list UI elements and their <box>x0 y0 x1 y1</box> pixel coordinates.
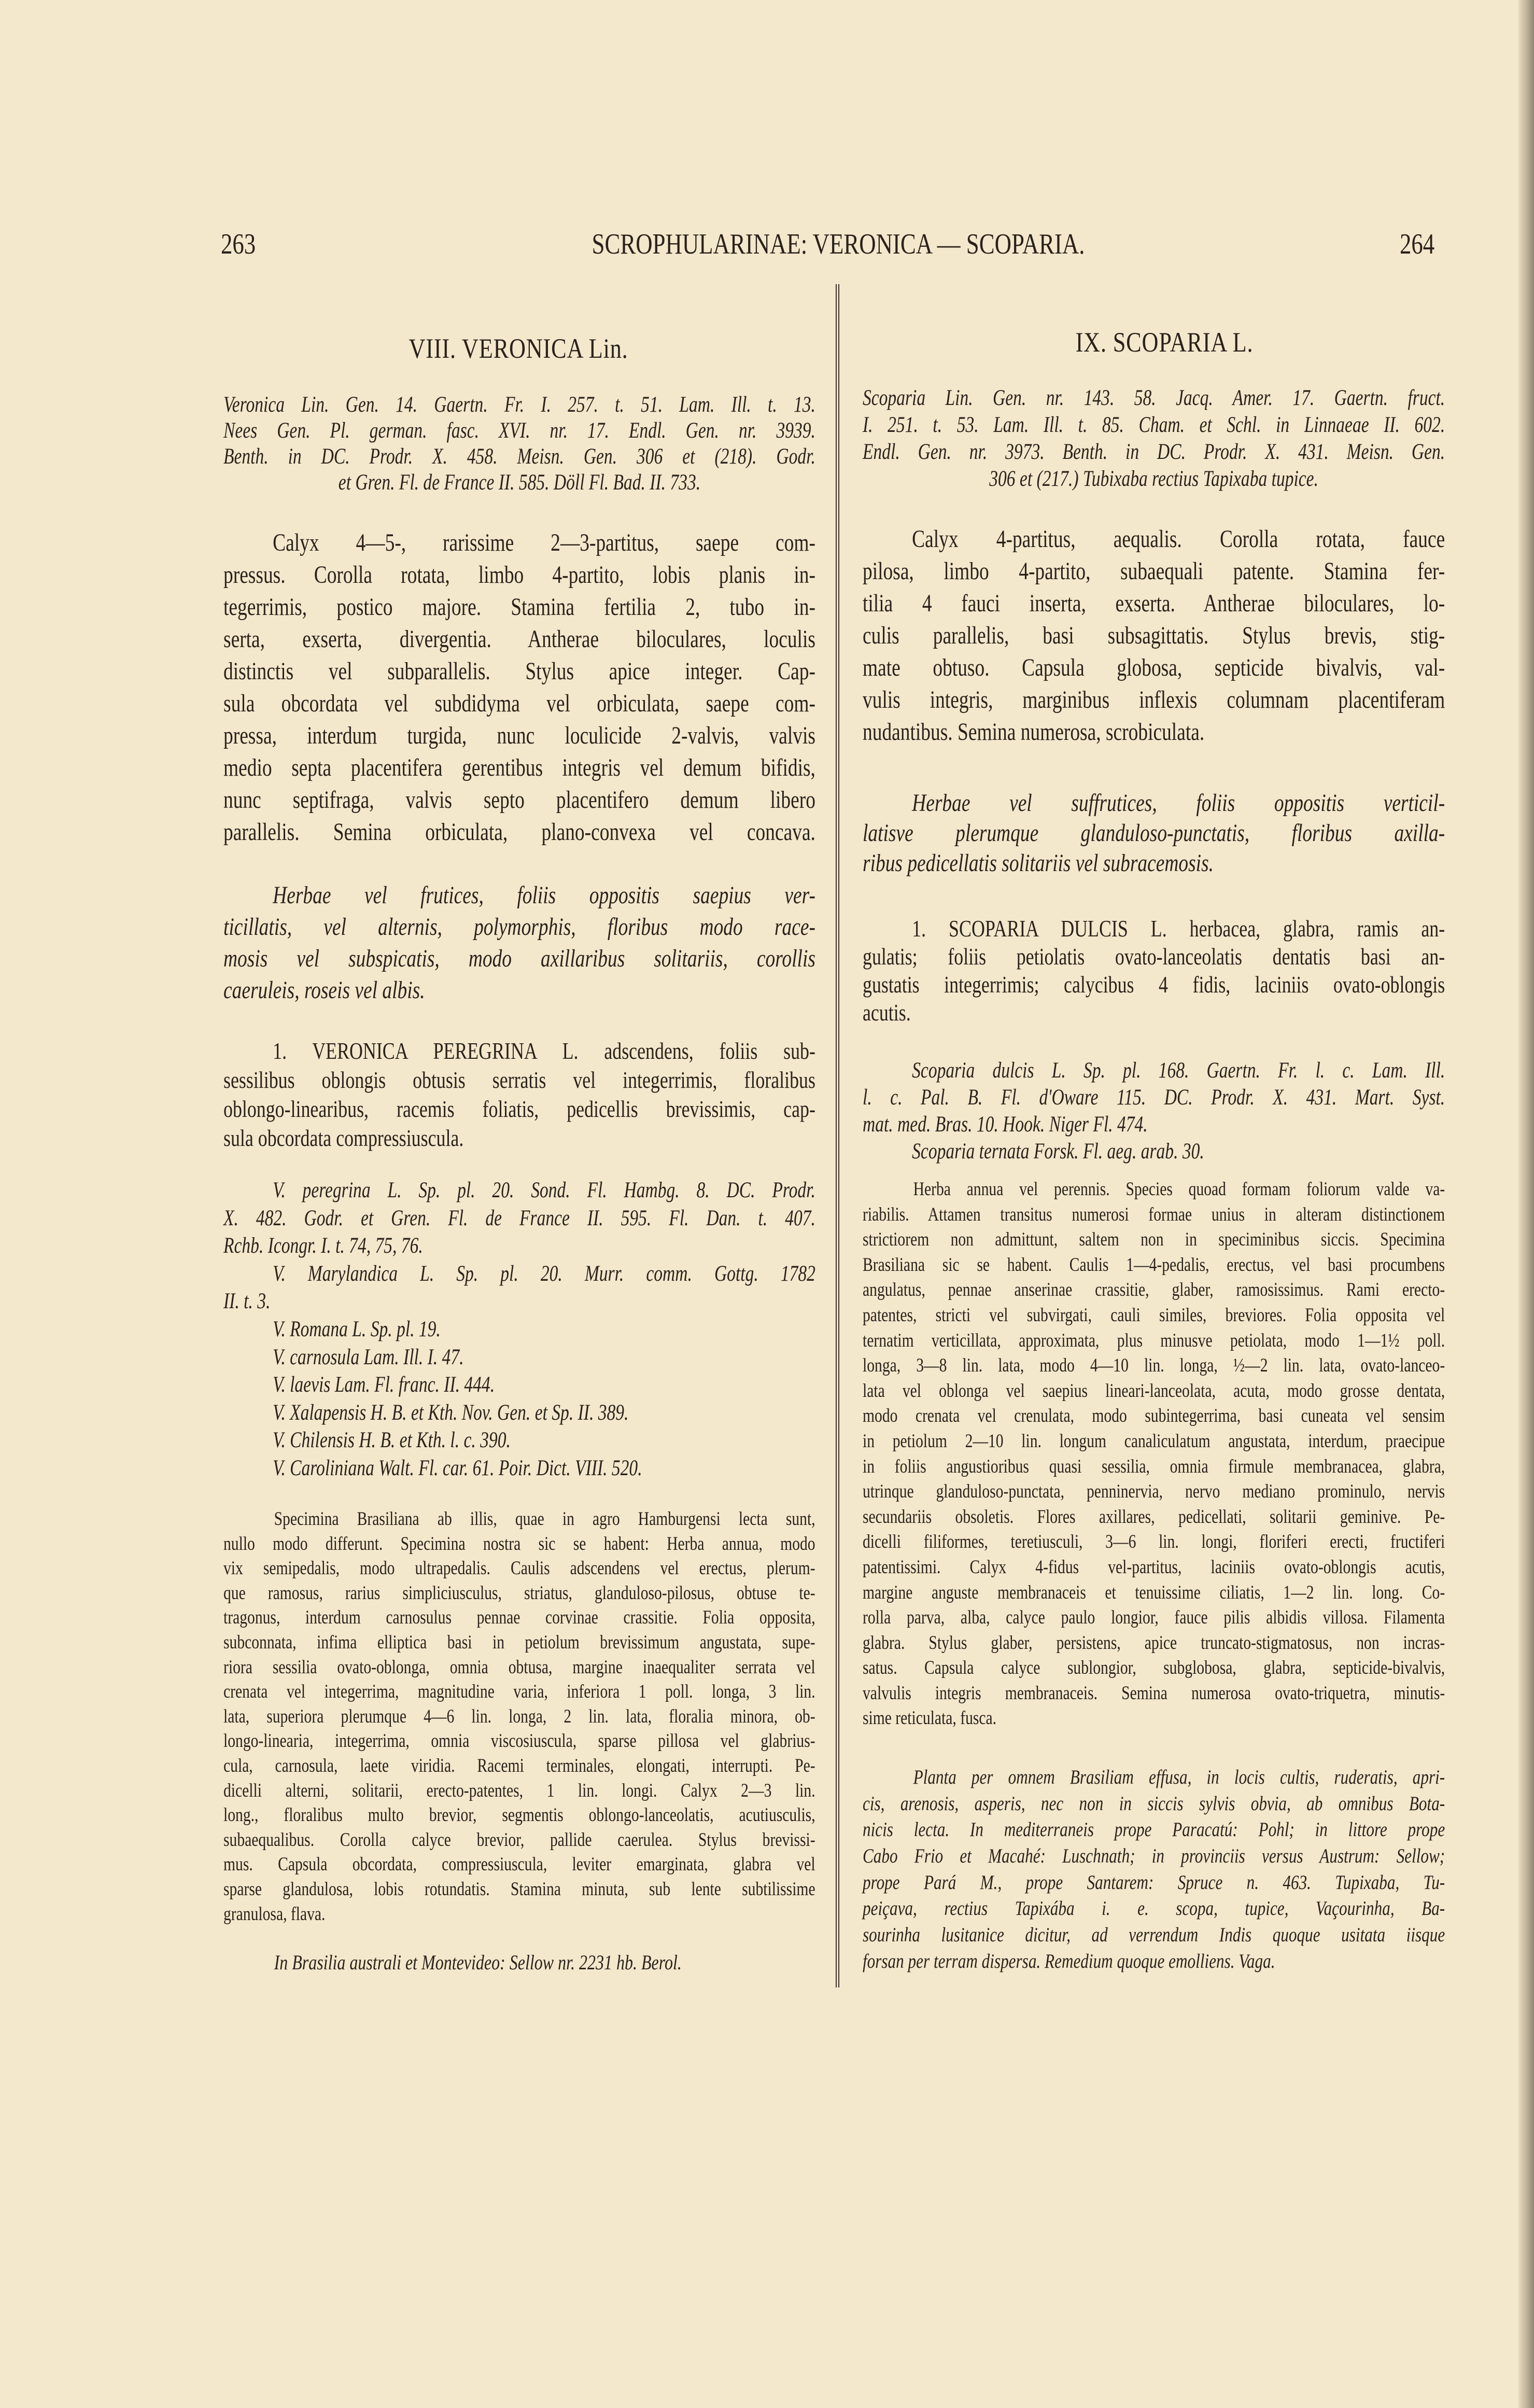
text-line: valvulis integris membranaceis. Semina numerosa ovato-triquetra, minutis- <box>863 1682 1445 1704</box>
text-line: glabra. Stylus glaber, persistens, apice truncato-stigmatosus, non incras- <box>863 1632 1445 1654</box>
text-line: que ramosus, rarius simpliciusculus, striatus, glanduloso-pilosus, obtuse te- <box>223 1582 815 1604</box>
text-line: ribus pedicellatis solitariis vel subracemosis. <box>863 849 1214 877</box>
scoparia-dulcis-habitat <box>863 1765 1445 1975</box>
text-line: tegerrimis, postico majore. Stamina fertilia 2, tubo in- <box>223 593 815 621</box>
text-line: longa, 3—8 lin. lata, modo 4—10 lin. longa, ½—2 lin. lata, ovato-lanceo- <box>863 1355 1445 1377</box>
veronica-genus-references <box>223 392 815 496</box>
text-line: V. Romana L. Sp. pl. 19. <box>273 1317 441 1341</box>
text-line: sula obcordata compressiuscula. <box>223 1125 464 1151</box>
page-edge-shadow <box>1518 0 1534 2408</box>
text-line: Brasiliana sic se habent. Caulis 1—4-pedalis, erectus, vel basi procumbens <box>863 1254 1445 1276</box>
text-line: mus. Capsula obcordata, compressiuscula, leviter emarginata, glabra vel <box>223 1854 815 1875</box>
page-number-left: 263 <box>221 228 256 260</box>
text-line: V. carnosula Lam. Ill. I. 47. <box>273 1345 464 1369</box>
text-line: I. 251. t. 53. Lam. Ill. t. 85. Cham. et Schl. in Linnaeae II. 602. <box>863 413 1445 437</box>
text-line: sessilibus oblongis obtusis serratis vel integerrimis, floralibus <box>223 1067 815 1093</box>
text-line: rolla parva, alba, calyce paulo longior, fauce pilis albidis villosa. Filamenta <box>863 1607 1445 1629</box>
scoparia-dulcis-synonyms <box>863 1057 1445 1165</box>
text-line: peiçava, rectius Tapixába i. e. scopa, tupice, Vaçourinha, Ba- <box>863 1897 1445 1920</box>
veronica-genus-description <box>223 527 815 848</box>
text-line: V. peregrina L. Sp. pl. 20. Sond. Fl. Hambg. 8. DC. Prodr. <box>273 1178 815 1202</box>
text-line: Endl. Gen. nr. 3973. Benth. in DC. Prodr. X. 431. Meisn. Gen. <box>863 440 1445 464</box>
scoparia-genus-references <box>863 385 1445 493</box>
text-line: serta, exserta, divergentia. Antherae biloculares, loculis <box>223 625 815 653</box>
text-line: sime reticulata, fusca. <box>863 1707 997 1729</box>
text-line: mat. med. Bras. 10. Hook. Niger Fl. 474. <box>863 1112 1148 1137</box>
text-line: Scoparia Lin. Gen. nr. 143. 58. Jacq. Amer. 17. Gaertn. fruct. <box>863 386 1445 410</box>
text-line: pressa, interdum turgida, nunc loculicide 2-valvis, valvis <box>223 722 815 749</box>
text-line: Scoparia dulcis L. Sp. pl. 168. Gaertn. Fr. l. c. Lam. Ill. <box>912 1058 1445 1083</box>
text-line: secundariis obsoletis. Flores axillares, pedicellati, solitarii geminive. Pe- <box>863 1506 1445 1528</box>
text-line: oblongo-linearibus, racemis foliatis, pedicellis brevissimis, cap- <box>223 1096 815 1122</box>
text-line: sourinha lusitanice dicitur, ad verrendum Indis quoque usitata iisque <box>863 1924 1445 1947</box>
text-line: vix semipedalis, modo ultrapedalis. Caulis adscendens vel erectus, plerum- <box>223 1558 815 1579</box>
text-line: sula obcordata vel subdidyma vel orbiculata, saepe com- <box>223 690 815 717</box>
text-line: granulosa, flava. <box>223 1903 326 1925</box>
text-line: 1. SCOPARIA DULCIS L. herbacea, glabra, ramis an- <box>912 915 1445 942</box>
text-line: strictiorem non admittunt, saltem non in speciminibus siccis. Specimina <box>863 1229 1445 1251</box>
text-line: utrinque glanduloso-punctata, penninervia, nervo mediano prominulo, nervis <box>863 1481 1445 1503</box>
text-line: V. Marylandica L. Sp. pl. 20. Murr. comm. Gottg. 1782 <box>273 1261 815 1286</box>
text-line: vulis integris, marginibus inflexis columnam placentiferam <box>863 686 1445 713</box>
text-line: angulatus, pennae anserinae crassitie, glaber, ramosissimus. Rami erecto- <box>863 1279 1445 1301</box>
text-line: riora sessilia ovato-oblonga, omnia obtusa, margine inaequaliter serrata vel <box>223 1656 815 1678</box>
text-line: medio septa placentifera gerentibus integris vel demum bifidis, <box>223 754 815 781</box>
text-line: ticillatis, vel alternis, polymorphis, floribus modo race- <box>223 913 815 941</box>
text-line: V. Xalapensis H. B. et Kth. Nov. Gen. et Sp. II. 389. <box>273 1400 629 1425</box>
text-line: crenata vel integerrima, magnitudine varia, inferiora 1 poll. longa, 3 lin. <box>223 1681 815 1703</box>
text-line: patentissimi. Calyx 4-fidus vel-partitus, laciniis ovato-oblongis acutis, <box>863 1556 1445 1578</box>
text-line: ternatim verticillata, approximata, plus minusve petiolata, modo 1—1½ poll. <box>863 1329 1445 1351</box>
text-line: pressus. Corolla rotata, limbo 4-partito, lobis planis in- <box>223 561 815 589</box>
text-line: l. c. Pal. B. Fl. d'Oware 115. DC. Prodr. X. 431. Mart. Syst. <box>863 1085 1445 1110</box>
genus-heading-scoparia: IX. SCOPARIA L. <box>1075 327 1254 358</box>
scoparia-genus-description <box>863 523 1445 748</box>
text-line: cis, arenosis, asperis, nec non in siccis sylvis obvia, ab omnibus Bota- <box>863 1792 1445 1815</box>
text-line: Scoparia ternata Forsk. Fl. aeg. arab. 30. <box>912 1139 1204 1164</box>
text-line: Herba annua vel perennis. Species quoad formam foliorum valde va- <box>913 1179 1445 1200</box>
text-line: lata, superiora plerumque 4—6 lin. longa, 2 lin. lata, floralia minora, ob- <box>223 1705 815 1727</box>
text-line: 306 et (217.) Tubixaba rectius Tapixaba tupice. <box>989 467 1318 491</box>
veronica-peregrina-habitat <box>223 1950 815 1976</box>
text-line: prope Pará M., prope Santarem: Spruce n. 463. Tupixaba, Tu- <box>863 1871 1445 1894</box>
text-line: distinctis vel subparallelis. Stylus apice integer. Cap- <box>223 657 815 685</box>
text-line: et Gren. Fl. de France II. 585. Döll Fl. Bad. II. 733. <box>338 470 701 495</box>
text-line: subconnata, infima elliptica basi in petiolum brevissimum angustata, supe- <box>223 1631 815 1653</box>
text-line: sparse glandulosa, lobis rotundatis. Stamina minuta, sub lente subtilissime <box>223 1878 815 1900</box>
text-line: gustatis integerrimis; calycibus 4 fidis, laciniis ovato-oblongis <box>863 971 1445 998</box>
text-line: nunc septifraga, valvis septo placentifero demum libero <box>223 786 815 814</box>
running-title: SCROPHULARINAE: VERONICA — SCOPARIA. <box>592 228 1085 260</box>
text-line: Cabo Frio et Macahé: Luschnath; in provinciis versus Austrum: Sellow; <box>863 1845 1445 1868</box>
text-line: Specimina Brasiliana ab illis, quae in agro Hamburgensi lecta sunt, <box>274 1508 815 1530</box>
veronica-peregrina-diagnosis <box>223 1037 815 1153</box>
text-line: modo crenata vel crenulata, modo subintegerrima, basi cuneata vel sensim <box>863 1405 1445 1427</box>
scoparia-dulcis-notes <box>863 1177 1445 1731</box>
veronica-peregrina-synonyms <box>223 1177 815 1482</box>
text-line: acutis. <box>863 999 911 1026</box>
scoparia-habit <box>863 788 1445 878</box>
text-line: Herbae vel frutices, foliis oppositis saepius ver- <box>273 881 815 909</box>
text-line: long., floralibus multo brevior, segmentis oblongo-lanceolatis, acutiusculis, <box>223 1804 815 1826</box>
text-line: II. t. 3. <box>223 1289 271 1314</box>
page-number-right: 264 <box>1400 228 1435 260</box>
text-line: V. laevis Lam. Fl. franc. II. 444. <box>273 1373 495 1397</box>
text-line: tragonus, interdum carnosulus pennae corvinae crassitie. Folia opposita, <box>223 1607 815 1629</box>
text-line: culis parallelis, basi subsagittatis. Stylus brevis, stig- <box>863 622 1445 649</box>
text-line: subaequalibus. Corolla calyce brevior, pallide caerulea. Stylus brevissi- <box>223 1829 815 1851</box>
text-line: dicelli alterni, solitarii, erecto-patentes, 1 lin. longi. Calyx 2—3 lin. <box>223 1780 815 1801</box>
text-line: dicelli filiformes, teretiusculi, 3—6 lin. longi, floriferi erecti, fructiferi <box>863 1531 1445 1553</box>
text-line: Benth. in DC. Prodr. X. 458. Meisn. Gen. 306 et (218). Godr. <box>223 444 815 469</box>
text-line: nullo modo differunt. Specimina nostra sic se habent: Herba annua, modo <box>223 1533 815 1555</box>
text-line: caeruleis, roseis vel albis. <box>223 976 425 1004</box>
text-line: tilia 4 fauci inserta, exserta. Antherae biloculares, lo- <box>863 590 1445 617</box>
text-line: In Brasilia australi et Montevideo: Sellow nr. 2231 hb. Berol. <box>274 1951 682 1974</box>
text-line: nudantibus. Semina numerosa, scrobiculata. <box>863 718 1205 746</box>
text-line: margine anguste membranaceis et tenuissime ciliatis, 1—2 lin. long. Co- <box>863 1581 1445 1603</box>
text-line: in foliis angustioribus quasi sessilia, omnia firmule membranacea, glabra, <box>863 1455 1445 1477</box>
text-line: Calyx 4—5-, rarissime 2—3-partitus, saepe com- <box>273 529 815 556</box>
text-line: lata vel oblonga vel saepius lineari-lanceolata, acuta, modo grosse dentata, <box>863 1380 1445 1402</box>
text-line: mate obtuso. Capsula globosa, septicide bivalvis, val- <box>863 654 1445 681</box>
text-line: V. Chilensis H. B. et Kth. l. c. 390. <box>273 1428 511 1453</box>
text-line: patentes, stricti vel subvirgati, cauli similes, breviores. Folia opposita vel <box>863 1304 1445 1326</box>
text-line: riabilis. Attamen transitus numerosi formae unius in alteram distinctionem <box>863 1203 1445 1225</box>
text-line: 1. VERONICA PEREGRINA L. adscendens, foliis sub- <box>273 1038 815 1064</box>
text-line: forsan per terram dispersa. Remedium quoque emolliens. Vaga. <box>863 1950 1275 1972</box>
text-line: Calyx 4-partitus, aequalis. Corolla rotata, fauce <box>912 525 1445 553</box>
genus-heading-veronica: VIII. VERONICA Lin. <box>409 333 628 364</box>
text-line: Nees Gen. Pl. german. fasc. XVI. nr. 17. Endl. Gen. nr. 3939. <box>223 418 815 443</box>
text-line: longo-linearia, integerrima, omnia viscosiuscula, sparse pillosa vel glabrius- <box>223 1730 815 1752</box>
veronica-habit <box>223 879 815 1006</box>
text-line: Planta per omnem Brasiliam effusa, in locis cultis, ruderatis, apri- <box>913 1766 1445 1788</box>
text-line: in petiolum 2—10 lin. longum canaliculatum angustata, interdum, praecipue <box>863 1430 1445 1452</box>
text-line: Herbae vel suffrutices, foliis oppositis verticil- <box>912 789 1445 817</box>
text-line: latisve plerumque glanduloso-punctatis, floribus axilla- <box>863 819 1445 847</box>
column-divider <box>836 284 839 1987</box>
text-line: V. Caroliniana Walt. Fl. car. 61. Poir. Dict. VIII. 520. <box>273 1455 642 1480</box>
veronica-peregrina-notes <box>223 1507 815 1926</box>
text-line: mosis vel subspicatis, modo axillaribus solitariis, corollis <box>223 945 815 972</box>
scoparia-dulcis-diagnosis <box>863 915 1445 1027</box>
text-line: parallelis. Semina orbiculata, plano-convexa vel concava. <box>223 818 815 846</box>
text-line: gulatis; foliis petiolatis ovato-lanceolatis dentatis basi an- <box>863 943 1445 970</box>
text-line: pilosa, limbo 4-partito, subaequali patente. Stamina fer- <box>863 557 1445 585</box>
text-line: satus. Capsula calyce sublongior, subglobosa, glabra, septicide-bivalvis, <box>863 1657 1445 1679</box>
text-line: cula, carnosula, laete viridia. Racemi terminales, elongati, interrupti. Pe- <box>223 1755 815 1776</box>
text-line: Veronica Lin. Gen. 14. Gaertn. Fr. I. 257. t. 51. Lam. Ill. t. 13. <box>223 393 815 417</box>
text-line: Rchb. Icongr. I. t. 74, 75, 76. <box>223 1234 423 1258</box>
text-line: nicis lecta. In mediterraneis prope Paracatú: Pohl; in littore prope <box>863 1818 1445 1841</box>
text-line: X. 482. Godr. et Gren. Fl. de France II. 595. Fl. Dan. t. 407. <box>223 1206 815 1230</box>
